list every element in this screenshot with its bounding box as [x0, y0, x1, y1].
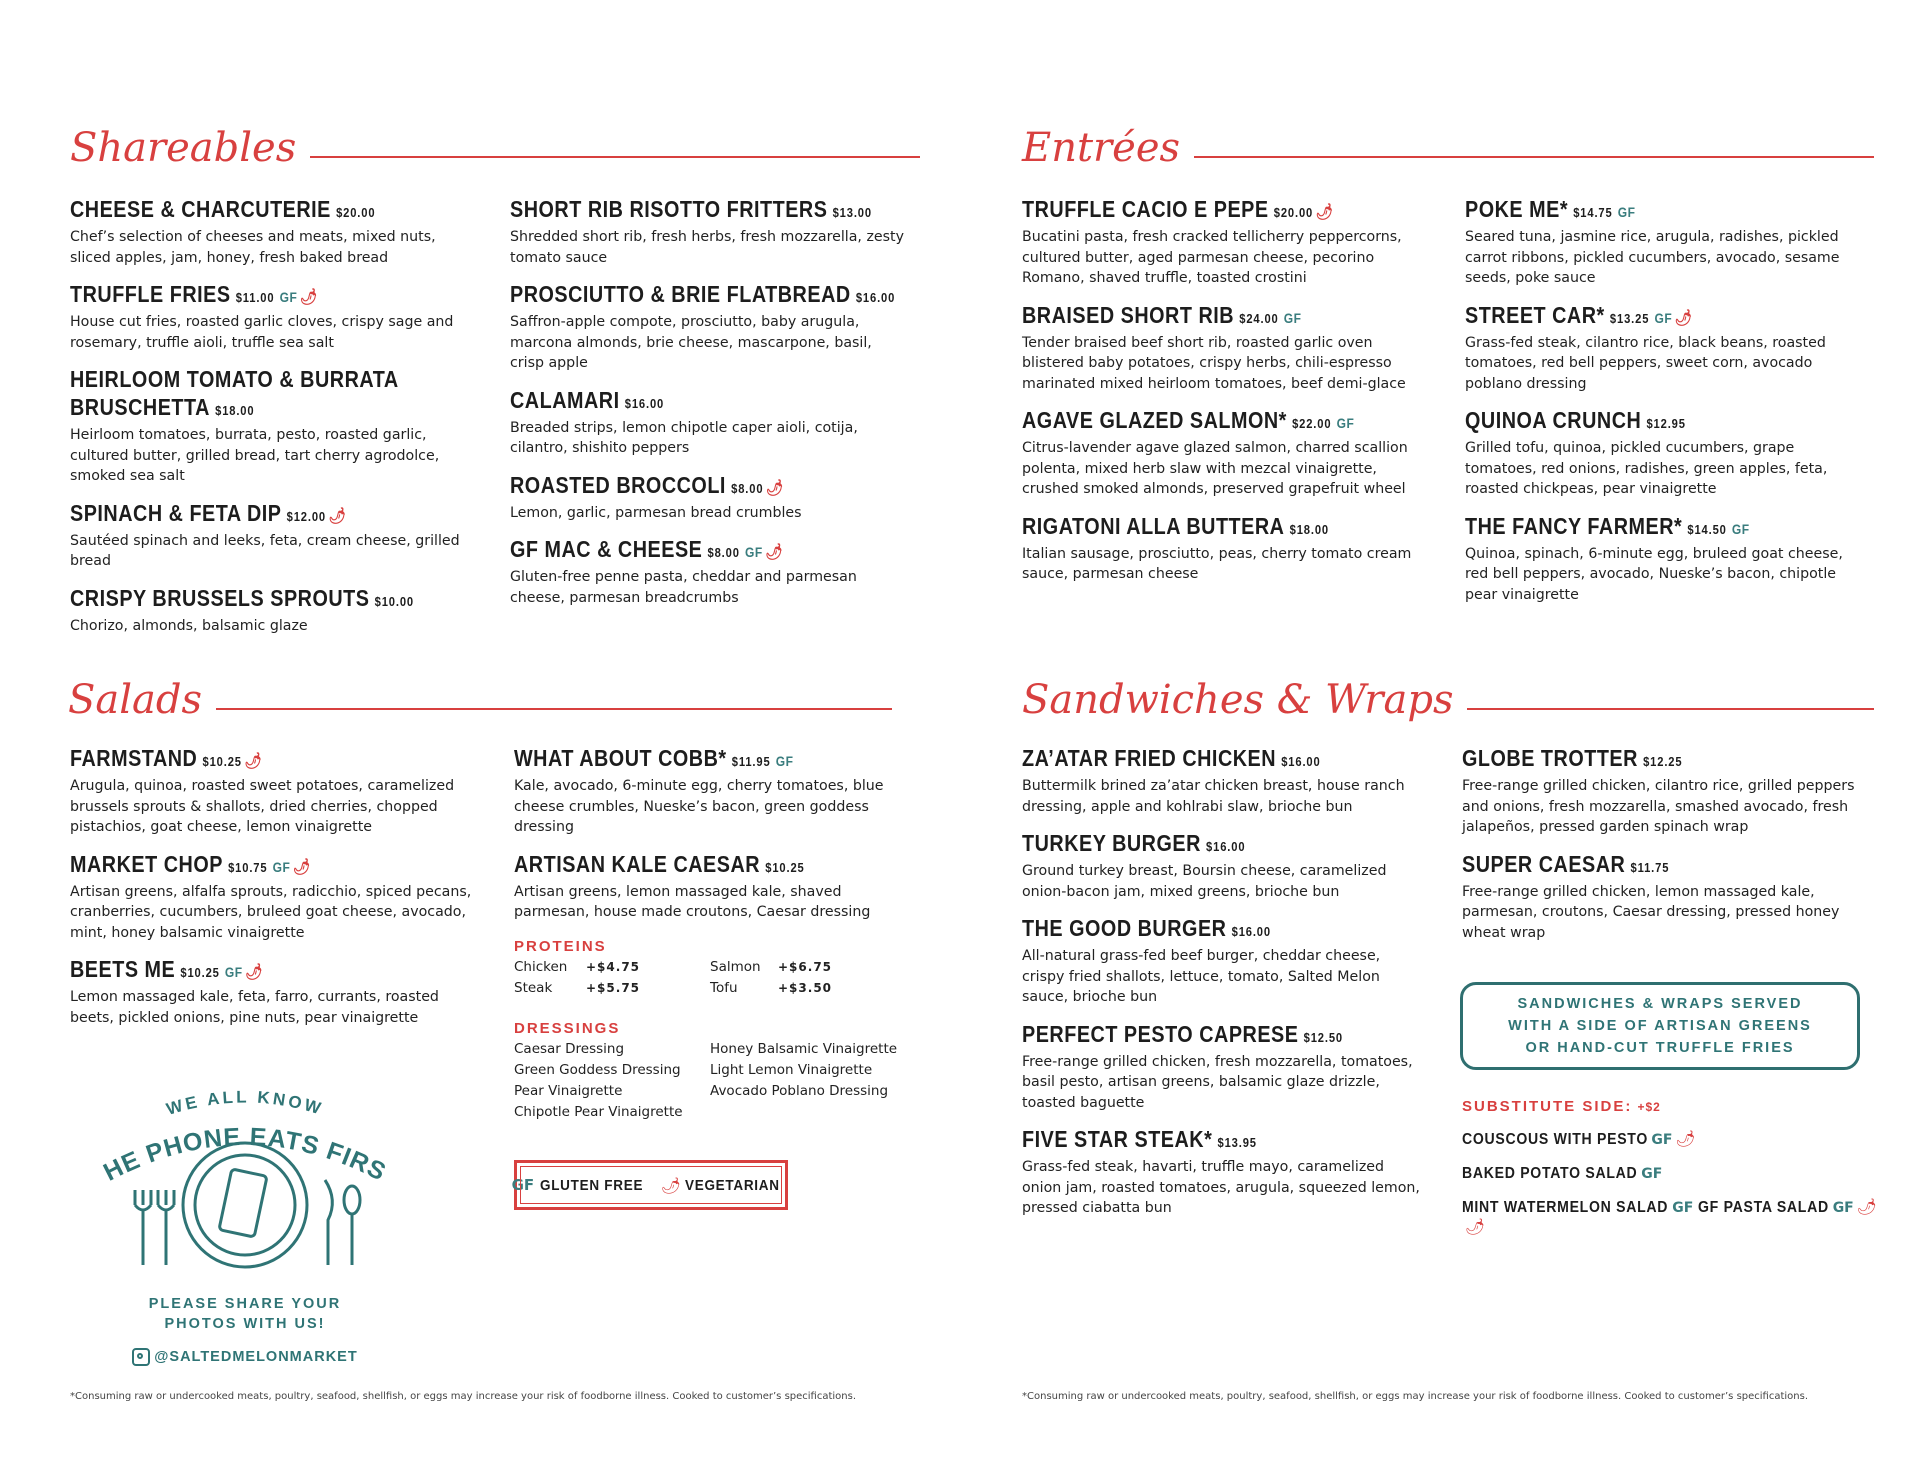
chili-pepper-icon: 🌶 [1675, 1129, 1696, 1148]
dressings-block [514, 1020, 914, 1123]
menu-item-title: ARTISAN KALE CAESAR [514, 850, 761, 877]
menu-item-description: Gluten-free penne pasta, cheddar and parmesan cheese, parmesan breadcrumbs [510, 569, 857, 606]
menu-item-description: Chef’s selection of cheeses and meats, mixed nuts, sliced apples, jam, honey, fresh baked bread [70, 229, 436, 266]
menu-item [1022, 1020, 1427, 1114]
dressing-item: Avocado Poblano Dressing [710, 1083, 889, 1099]
menu-item [1022, 914, 1427, 1008]
menu-item [70, 195, 470, 268]
fork-icon [135, 1190, 174, 1265]
menu-item-price: $14.75 [1573, 205, 1613, 220]
menu-item-title: SHORT RIB RISOTTO FRITTERS [510, 196, 828, 222]
menu-item-description: Bucatini pasta, fresh cracked tellicherry peppercorns, cultured butter, aged parmesan cheese, pecorino Romano, shaved truffle, toasted crostini [1022, 229, 1402, 286]
protein-price: +$6.75 [778, 960, 833, 974]
chili-pepper-icon: 🌶 [1315, 204, 1334, 221]
dressing-item: Honey Balsamic Vinaigrette [710, 1041, 898, 1057]
menu-item [510, 471, 910, 524]
entrees-right-column [1465, 195, 1865, 617]
served-line3: OR HAND-CUT TRUFFLE FRIES [1525, 1040, 1795, 1056]
menu-item-description: Ground turkey breast, Boursin cheese, caramelized onion-bacon jam, mixed greens, brioche bun [1022, 863, 1387, 900]
side-option-name: COUSCOUS WITH PESTO [1462, 1131, 1649, 1148]
promo-line1-text: WE ALL KNOW [164, 1087, 326, 1119]
protein-name: Tofu [710, 980, 738, 996]
dressings-heading: DRESSINGS [514, 1020, 621, 1037]
menu-item-description: Quinoa, spinach, 6-minute egg, bruleed goat cheese, red bell peppers, avocado, Nueske’s bacon, chipotle pear vinaigrette [1465, 545, 1843, 603]
shareables-rule [310, 156, 920, 158]
phone-eats-first-graphic [100, 1060, 390, 1270]
gf-mark: GF [1641, 1166, 1663, 1182]
shareables-heading [70, 125, 920, 171]
menu-item-price: $16.00 [624, 395, 665, 411]
menu-item-price: $13.25 [1609, 310, 1650, 326]
menu-item-name [1022, 914, 1370, 946]
menu-item-price: $12.00 [286, 508, 327, 524]
menu-item-price: $11.75 [1630, 859, 1670, 875]
menu-item-name [1022, 1125, 1370, 1157]
menu-item-name [1465, 512, 1809, 544]
menu-item-title: WHAT ABOUT COBB* [514, 745, 727, 771]
menu-item-title: STREET CAR* [1465, 301, 1605, 328]
menu-item-title: FARMSTAND [70, 745, 198, 771]
sandwiches-heading [1022, 677, 1874, 723]
menu-item-name [510, 471, 854, 503]
menu-item-name [510, 280, 914, 312]
side-option [1462, 1129, 1698, 1149]
menu-item-price: $16.00 [1206, 839, 1246, 854]
substitute-heading-label: SUBSTITUTE SIDE: [1462, 1098, 1633, 1115]
menu-item-title: THE FANCY FARMER* [1465, 512, 1683, 539]
menu-item-description: Tender braised beef short rib, roasted garlic oven blistered baby potatoes, crispy herbs, chili-espresso marinated mixed heirloom tomatoes, beef demi-glace [1022, 334, 1406, 392]
dressings-list [514, 1039, 914, 1123]
entrees-heading [1022, 125, 1874, 171]
menu-item-title: CALAMARI [510, 386, 620, 413]
menu-item-price: $10.25 [765, 859, 805, 875]
menu-item [510, 386, 910, 459]
entrees-left-column [1022, 195, 1422, 597]
menu-item [1022, 301, 1422, 395]
menu-item [70, 955, 480, 1028]
menu-item [70, 584, 470, 637]
menu-item-description: Italian sausage, prosciutto, peas, cherry tomato cream sauce, parmesan cheese [1022, 545, 1412, 582]
menu-item-name [510, 195, 872, 227]
menu-item-title: GF MAC & CHEESE [510, 536, 703, 562]
menu-item-name [1465, 406, 1809, 438]
menu-item-name [70, 280, 414, 312]
dressing-item: Green Goddess Dressing [514, 1062, 681, 1078]
menu-item-title: BRAISED SHORT RIB [1022, 301, 1235, 328]
menu-item-name [1022, 744, 1370, 776]
menu-item-price: $16.00 [855, 290, 896, 305]
sandwiches-right-column [1462, 744, 1862, 955]
gf-mark: GF [744, 544, 763, 560]
menu-item-name [1022, 406, 1366, 438]
served-line1: SANDWICHES & WRAPS SERVED [1517, 996, 1803, 1012]
menu-item-description: Lemon massaged kale, feta, farro, currants, roasted beets, pickled onions, pine nuts, pear vinaigrette [70, 989, 439, 1026]
menu-item [70, 850, 480, 944]
menu-item [1022, 829, 1427, 902]
side-option [1462, 1163, 1662, 1183]
side-option [1698, 1197, 1877, 1236]
menu-item [1022, 406, 1422, 500]
menu-item-price: $22.00 [1292, 416, 1332, 431]
menu-item-name [1022, 1020, 1370, 1052]
menu-item-price: $10.25 [202, 754, 242, 769]
phone-eats-first-promo [100, 1060, 390, 1380]
menu-item [510, 280, 910, 374]
menu-item-description: Arugula, quinoa, roasted sweet potatoes, caramelized brussels sprouts & shallots, dried cherries, chopped pistachios, goat cheese, lemon vinaigrette [70, 778, 455, 835]
instagram-handle[interactable] [100, 1348, 390, 1366]
menu-item-description: Grass-fed steak, cilantro rice, black beans, roasted tomatoes, red bell peppers, sweet corn, avocado poblano dressing [1465, 334, 1826, 392]
gf-mark: GF [1651, 1132, 1673, 1148]
menu-item-price: $16.00 [1231, 924, 1271, 939]
menu-item-price: $12.95 [1646, 416, 1686, 431]
menu-item-title: HEIRLOOM TOMATO & BURRATA BRUSCHETTA [70, 366, 398, 420]
menu-item-name [510, 535, 854, 567]
protein-price: +$4.75 [586, 960, 641, 974]
dressings-left-list [514, 1039, 710, 1123]
sandwiches-left-column [1022, 744, 1427, 1231]
share-line1: PLEASE SHARE YOUR [148, 1296, 342, 1312]
menu-item-price: $18.00 [215, 403, 255, 418]
menu-item-title: CHEESE & CHARCUTERIE [70, 196, 331, 222]
menu-item-description: Free-range grilled chicken, fresh mozzarella, tomatoes, basil pesto, artisan greens, balsamic glaze drizzle, toasted baguette [1022, 1053, 1413, 1111]
menu-item-description: Grass-fed steak, havarti, truffle mayo, caramelized onion jam, roasted tomatoes, arugula, squeezed lemon, pressed ciabatta bun [1022, 1159, 1420, 1216]
gf-mark: GF [1731, 520, 1750, 537]
protein-name: Steak [514, 980, 553, 996]
dietary-legend [511, 1160, 788, 1210]
menu-item-description: Chorizo, almonds, balsamic glaze [70, 617, 308, 634]
sandwiches-title: Sandwiches & Wraps [1022, 677, 1454, 723]
gf-mark: GF [1654, 309, 1673, 326]
veg-legend-label: VEGETARIAN [685, 1176, 780, 1194]
sandwiches-rule [1467, 708, 1874, 710]
salads-right-column [514, 744, 899, 935]
menu-item-description: Heirloom tomatoes, burrata, pesto, roasted garlic, cultured butter, grilled bread, tart cherry agrodolce, smoked sea salt [70, 427, 440, 484]
protein-price: +$5.75 [586, 981, 641, 995]
menu-item-description: Breaded strips, lemon chipotle caper aioli, cotija, cilantro, shishito peppers [510, 419, 858, 456]
menu-item-price: $10.75 [228, 859, 268, 875]
menu-item-title: ROASTED BROCCOLI [510, 471, 726, 498]
menu-item-price: $11.00 [235, 290, 275, 305]
shareables-title: Shareables [70, 125, 297, 171]
menu-item [1022, 195, 1422, 289]
protein-price: +$3.50 [778, 981, 833, 995]
salads-left-column [70, 744, 480, 1040]
menu-item-title: TRUFFLE CACIO E PEPE [1022, 196, 1269, 222]
menu-item [70, 499, 470, 572]
menu-item-name [1462, 744, 1806, 776]
salads-title: Salads [68, 677, 203, 723]
gf-mark: GF [775, 753, 794, 769]
shareables-left-column [70, 195, 470, 648]
menu-item [70, 744, 480, 838]
menu-item-description: Saffron-apple compote, prosciutto, baby arugula, marcona almonds, brie cheese, mascarpone, basil, crisp apple [510, 314, 872, 371]
substitute-side-block [1462, 1096, 1882, 1236]
menu-item [1465, 301, 1865, 395]
menu-item-description: Citrus-lavender agave glazed salmon, charred scallion polenta, mixed herb slaw with mezcal vinaigrette, crushed smoked almonds, preserved grapefruit wheel [1022, 440, 1408, 497]
gf-mark: GF [1832, 1200, 1854, 1216]
side-option-name: MINT WATERMELON SALAD [1462, 1199, 1669, 1216]
menu-item-name [70, 584, 414, 616]
menu-item-title: THE GOOD BURGER [1022, 915, 1227, 941]
phone-icon [219, 1169, 267, 1237]
gf-mark: GF [1617, 204, 1636, 220]
menu-item [1022, 744, 1427, 817]
menu-item-price: $10.25 [180, 965, 220, 980]
shareables-right-column [510, 195, 910, 620]
protein-name: Chicken [514, 959, 568, 975]
menu-item [1022, 1125, 1427, 1219]
menu-item-title: TURKEY BURGER [1022, 830, 1201, 856]
menu-item-description: Free-range grilled chicken, cilantro rice, grilled peppers and onions, fresh mozzarella, smashed avocado, fresh jalapeños, pressed garden spinach wrap [1462, 778, 1855, 835]
chili-pepper-icon: 🌶 [245, 964, 264, 981]
menu-item-description: Grilled tofu, quinoa, pickled cucumbers, grape tomatoes, red onions, radishes, green apples, feta, roasted chickpeas, pear vinaigrette [1465, 440, 1828, 497]
share-photos-text [100, 1294, 390, 1334]
menu-item-description: Kale, avocado, 6-minute egg, cherry tomatoes, blue cheese crumbles, Nueske’s bacon, green goddess dressing [514, 778, 884, 835]
menu-item [510, 535, 910, 608]
menu-item-title: PROSCIUTTO & BRIE FLATBREAD [510, 281, 851, 307]
menu-item-price: $12.25 [1643, 754, 1683, 769]
chili-pepper-icon: 🌶 [244, 753, 263, 770]
proteins-heading: PROTEINS [514, 938, 607, 955]
menu-item-price: $13.00 [832, 205, 872, 220]
menu-item-name [514, 744, 845, 776]
menu-item-price: $16.00 [1281, 754, 1321, 769]
menu-item [1465, 195, 1865, 289]
menu-item-name [514, 850, 845, 882]
menu-item [1465, 512, 1865, 606]
menu-item-title: AGAVE GLAZED SALMON* [1022, 407, 1287, 433]
salads-heading [68, 677, 892, 723]
menu-item-description: Seared tuna, jasmine rice, arugula, radishes, pickled carrot ribbons, pickled cucumbers, avocado, sesame seeds, poke sauce [1465, 229, 1840, 286]
menu-item-title: TRUFFLE FRIES [70, 281, 231, 307]
menu-item-title: BEETS ME [70, 956, 176, 982]
menu-item-name [70, 195, 414, 227]
dressing-item: Light Lemon Vinaigrette [710, 1062, 873, 1078]
salads-rule [216, 708, 892, 710]
menu-item [1465, 406, 1865, 500]
menu-item-title: RIGATONI ALLA BUTTERA [1022, 512, 1285, 539]
menu-item-name [1022, 829, 1370, 861]
chili-pepper-icon: 🌶 [1674, 309, 1693, 327]
menu-item-title: POKE ME* [1465, 196, 1569, 222]
entrees-title: Entrées [1022, 125, 1181, 171]
dressing-item: Caesar Dressing [514, 1041, 625, 1057]
menu-item [70, 365, 470, 487]
menu-item-name [510, 386, 854, 418]
menu-item-title: ZA’ATAR FRIED CHICKEN [1022, 745, 1277, 771]
menu-item-title: MARKET CHOP [70, 850, 223, 877]
menu-item-name [70, 744, 423, 776]
share-line2: PHOTOS WITH US! [164, 1316, 326, 1332]
menu-item-description: All-natural grass-fed beef burger, cheddar cheese, crispy fried shallots, lettuce, tomato, Salted Melon sauce, brioche bun [1022, 948, 1381, 1005]
substitute-options [1462, 1129, 1882, 1236]
side-option-name: BAKED POTATO SALAD [1462, 1165, 1638, 1182]
menu-item-description: Lemon, garlic, parmesan bread crumbles [510, 504, 802, 521]
menu-item-title: SUPER CAESAR [1462, 850, 1626, 877]
menu-item-price: $13.95 [1217, 1135, 1257, 1150]
chili-pepper-icon: 🌶 [765, 479, 784, 497]
menu-item-title: PERFECT PESTO CAPRESE [1022, 1020, 1299, 1047]
plate-icon [183, 1143, 307, 1267]
chili-pepper-icon: 🌶 [292, 858, 311, 876]
menu-item-title: FIVE STAR STEAK* [1022, 1126, 1213, 1152]
served-line2: WITH A SIDE OF ARTISAN GREENS [1508, 1018, 1812, 1034]
menu-item-price: $18.00 [1289, 521, 1329, 537]
chili-pepper-icon: 🌶 [299, 289, 318, 306]
menu-item-price: $20.00 [1273, 205, 1314, 220]
menu-item [70, 280, 470, 353]
gf-mark: GF [224, 964, 243, 980]
proteins-block [514, 938, 894, 999]
menu-item-name [1022, 195, 1366, 227]
menu-item-name [70, 365, 474, 425]
menu-item-description: Buttermilk brined za’atar chicken breast, house ranch dressing, apple and kohlrabi slaw, brioche bun [1022, 778, 1405, 815]
menu-item-price: $10.00 [374, 593, 414, 609]
menu-item [1462, 850, 1862, 944]
gf-mark: GF [1336, 415, 1355, 431]
footnote-left: *Consuming raw or undercooked meats, poultry, seafood, shellfish, or eggs may increase your risk of foodborne illness. Cooked to customer’s specifications. [70, 1391, 857, 1402]
gf-mark: GF [279, 289, 298, 305]
promo-line2-text: HE PHONE EATS FIRS [100, 1122, 390, 1187]
menu-item-description: Sautéed spinach and leeks, feta, cream cheese, grilled bread [70, 532, 460, 569]
menu-item-title: GLOBE TROTTER [1462, 745, 1638, 771]
dressing-item: Pear Vinaigrette [514, 1083, 623, 1099]
menu-item-name [70, 499, 414, 531]
protein-row [514, 957, 894, 978]
gf-legend-label: GLUTEN FREE [540, 1176, 644, 1194]
protein-name: Salmon [710, 959, 761, 975]
instagram-icon [132, 1348, 150, 1366]
menu-item [514, 744, 899, 838]
substitute-heading [1462, 1096, 1882, 1115]
menu-item-price: $8.00 [707, 545, 740, 560]
served-with-side-box [1460, 982, 1860, 1070]
knife-icon [325, 1180, 332, 1265]
gf-legend-mark: GF [511, 1176, 535, 1194]
chili-pepper-icon: 🌶 [1465, 1217, 1486, 1236]
menu-item-description: Artisan greens, alfalfa sprouts, radicchio, spiced pecans, cranberries, cucumbers, bruleed goat cheese, avocado, mint, honey balsamic vinaigrette [70, 883, 472, 941]
menu-item-name [1465, 301, 1809, 333]
menu-item [514, 850, 899, 923]
menu-item-name [1462, 850, 1806, 882]
instagram-handle-text: @SALTEDMELONMARKET [154, 1349, 358, 1365]
menu-item-name [1022, 301, 1366, 333]
footnote-right: *Consuming raw or undercooked meats, poultry, seafood, shellfish, or eggs may increase your risk of foodborne illness. Cooked to customer’s specifications. [1022, 1391, 1809, 1402]
menu-item-name [70, 955, 423, 987]
menu-item-price: $14.50 [1687, 521, 1727, 537]
side-option-name: GF PASTA SALAD [1698, 1199, 1829, 1216]
menu-item-price: $12.50 [1303, 1029, 1343, 1045]
menu-item-price: $20.00 [336, 205, 376, 220]
menu-item-price: $24.00 [1239, 310, 1279, 326]
gf-mark: GF [1672, 1200, 1694, 1216]
menu-item-description: Free-range grilled chicken, lemon massaged kale, parmesan, croutons, Caesar dressing, pressed honey wheat wrap [1462, 883, 1840, 941]
menu-item-name [70, 850, 423, 882]
dressing-item: Chipotle Pear Vinaigrette [514, 1104, 683, 1120]
menu-item [510, 195, 910, 268]
menu-item [1462, 744, 1862, 838]
dressings-right-list [710, 1039, 897, 1123]
chili-pepper-icon: 🌶 [1856, 1197, 1878, 1216]
menu-item-price: $8.00 [731, 480, 764, 496]
spoon-icon [344, 1186, 360, 1265]
chili-pepper-icon: 🌶 [328, 507, 347, 525]
side-option [1462, 1197, 1698, 1236]
entrees-rule [1194, 156, 1874, 158]
menu-item-title: SPINACH & FETA DIP [70, 499, 282, 526]
menu-item-description: Artisan greens, lemon massaged kale, shaved parmesan, house made croutons, Caesar dressing [514, 883, 871, 920]
protein-row [514, 978, 894, 999]
menu-item-description: House cut fries, roasted garlic cloves, crispy sage and rosemary, truffle aioli, truffle sea salt [70, 314, 454, 351]
gf-mark: GF [272, 858, 291, 875]
gf-mark: GF [1283, 309, 1302, 326]
chili-pepper-icon: 🌶 [765, 544, 784, 561]
menu-item-name [1465, 195, 1809, 227]
menu-item [1022, 512, 1422, 585]
menu-item-description: Shredded short rib, fresh herbs, fresh mozzarella, zesty tomato sauce [510, 229, 904, 266]
menu-item-name [1022, 512, 1366, 544]
chili-pepper-icon: 🌶 [660, 1175, 682, 1195]
substitute-price: +$2 [1637, 1100, 1661, 1114]
menu-item-title: QUINOA CRUNCH [1465, 407, 1642, 433]
menu-item-price: $11.95 [731, 754, 771, 769]
menu-item-title: CRISPY BRUSSELS SPROUTS [70, 584, 370, 611]
